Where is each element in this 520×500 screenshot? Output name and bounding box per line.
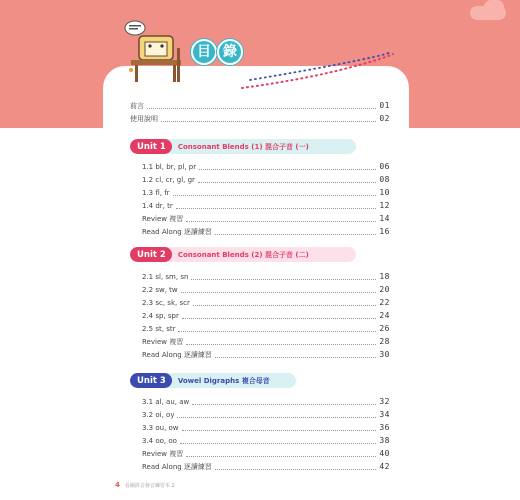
toc-label: 3.1 al, au, aw bbox=[142, 398, 190, 406]
leader-dots bbox=[193, 305, 377, 306]
toc-row-instructions[interactable] bbox=[130, 113, 390, 125]
unit-tag: Unit 1 bbox=[130, 139, 172, 154]
leader-dots bbox=[186, 344, 376, 345]
toc-row[interactable] bbox=[142, 161, 390, 173]
unit-1-header[interactable] bbox=[130, 139, 356, 154]
toc-page: 34 bbox=[379, 410, 390, 419]
leader-dots bbox=[181, 292, 377, 293]
toc-row[interactable] bbox=[142, 310, 390, 322]
toc-page: 06 bbox=[379, 162, 390, 171]
toc-row[interactable] bbox=[142, 422, 390, 434]
toc-row[interactable] bbox=[142, 461, 390, 473]
toc-label: 2.3 sc, sk, scr bbox=[142, 299, 190, 307]
unit-tag: Unit 3 bbox=[130, 373, 172, 388]
cloud-decoration bbox=[484, 0, 504, 14]
toc-page: 32 bbox=[379, 397, 390, 406]
leader-dots bbox=[178, 331, 376, 332]
toc-label: 使用說明 bbox=[130, 115, 158, 123]
unit-title: Vowel Digraphs 複合母音 bbox=[177, 376, 270, 385]
unit-2-header[interactable] bbox=[130, 247, 356, 262]
leader-dots bbox=[186, 221, 376, 222]
toc-row[interactable] bbox=[142, 435, 390, 447]
toc-label: 2.1 sl, sm, sn bbox=[142, 273, 189, 281]
toc-page: 40 bbox=[379, 449, 390, 458]
toc-page: 42 bbox=[379, 462, 390, 471]
toc-row-preface[interactable] bbox=[130, 100, 390, 112]
toc-page: 14 bbox=[379, 214, 390, 223]
toc-row[interactable] bbox=[142, 323, 390, 335]
footer-text: 看圖拼音發音練習本 2 bbox=[124, 482, 175, 489]
toc-label: 3.4 oo, oo bbox=[142, 437, 177, 445]
toc-page: 08 bbox=[379, 175, 390, 184]
leader-dots bbox=[177, 417, 376, 418]
leader-dots bbox=[215, 469, 376, 470]
toc-label: 1.1 bl, br, pl, pr bbox=[142, 163, 197, 171]
toc-page: 16 bbox=[379, 227, 390, 236]
toc-label: Review 複習 bbox=[142, 215, 184, 223]
toc-row[interactable] bbox=[142, 297, 390, 309]
leader-dots bbox=[173, 195, 377, 196]
toc-page: 12 bbox=[379, 201, 390, 210]
toc-label: 1.4 dr, tr bbox=[142, 202, 173, 210]
toc-label: Review 複習 bbox=[142, 450, 184, 458]
toc-page: 38 bbox=[379, 436, 390, 445]
leader-dots bbox=[147, 108, 376, 109]
toc-label: 1.3 fl, fr bbox=[142, 189, 170, 197]
toc-page: 10 bbox=[379, 188, 390, 197]
toc-page: 02 bbox=[379, 114, 390, 123]
toc-page: 24 bbox=[379, 311, 390, 320]
toc-page: 36 bbox=[379, 423, 390, 432]
toc-label: Read Along 逐讀練習 bbox=[142, 351, 212, 359]
toc-row[interactable] bbox=[142, 200, 390, 212]
toc-label: 3.2 oi, oy bbox=[142, 411, 175, 419]
leader-dots bbox=[182, 318, 376, 319]
toc-row[interactable] bbox=[142, 271, 390, 283]
unit-title: Consonant Blends (2) 混合子音 (二) bbox=[177, 250, 309, 259]
leader-dots bbox=[192, 404, 376, 405]
toc-page: 20 bbox=[379, 285, 390, 294]
leader-dots bbox=[176, 208, 377, 209]
toc-page: 01 bbox=[379, 101, 390, 110]
toc-label: 2.2 sw, tw bbox=[142, 286, 178, 294]
leader-dots bbox=[215, 234, 376, 235]
toc-row[interactable] bbox=[142, 187, 390, 199]
unit-title: Consonant Blends (1) 混合子音 (一) bbox=[177, 142, 309, 151]
leader-dots bbox=[198, 182, 376, 183]
toc-row[interactable] bbox=[142, 213, 390, 225]
toc-page: 30 bbox=[379, 350, 390, 359]
toc-row[interactable] bbox=[142, 409, 390, 421]
toc-page: 18 bbox=[379, 272, 390, 281]
toc-row[interactable] bbox=[142, 174, 390, 186]
toc-label: 前言 bbox=[130, 102, 144, 110]
toc-label: 3.3 ou, ow bbox=[142, 424, 179, 432]
title-char-1: 目 bbox=[191, 39, 217, 65]
toc-row[interactable] bbox=[142, 284, 390, 296]
toc-page: 28 bbox=[379, 337, 390, 346]
toc-page: 26 bbox=[379, 324, 390, 333]
dotted-curve-decoration bbox=[240, 50, 395, 90]
toc-page: 22 bbox=[379, 298, 390, 307]
title-char-2: 錄 bbox=[217, 39, 243, 65]
footer bbox=[115, 481, 175, 489]
toc-label: 1.2 cl, cr, gl, gr bbox=[142, 176, 195, 184]
toc-label: 2.5 st, str bbox=[142, 325, 176, 333]
leader-dots bbox=[182, 430, 377, 431]
leader-dots bbox=[191, 279, 376, 280]
unit-3-header[interactable] bbox=[130, 373, 296, 388]
toc-label: Review 複習 bbox=[142, 338, 184, 346]
leader-dots bbox=[161, 121, 376, 122]
footer-page-number: 4 bbox=[115, 481, 120, 489]
leader-dots bbox=[180, 443, 376, 444]
unit-tag: Unit 2 bbox=[130, 247, 172, 262]
leader-dots bbox=[199, 169, 376, 170]
toc-label: Read Along 逐讀練習 bbox=[142, 228, 212, 236]
leader-dots bbox=[186, 456, 376, 457]
toc-row[interactable] bbox=[142, 448, 390, 460]
toc-row[interactable] bbox=[142, 349, 390, 361]
reading-character-illustration bbox=[117, 18, 189, 84]
toc-row[interactable] bbox=[142, 396, 390, 408]
toc-row[interactable] bbox=[142, 226, 390, 238]
toc-row[interactable] bbox=[142, 336, 390, 348]
leader-dots bbox=[215, 357, 376, 358]
toc-label: Read Along 逐讀練習 bbox=[142, 463, 212, 471]
toc-label: 2.4 sp, spr bbox=[142, 312, 179, 320]
